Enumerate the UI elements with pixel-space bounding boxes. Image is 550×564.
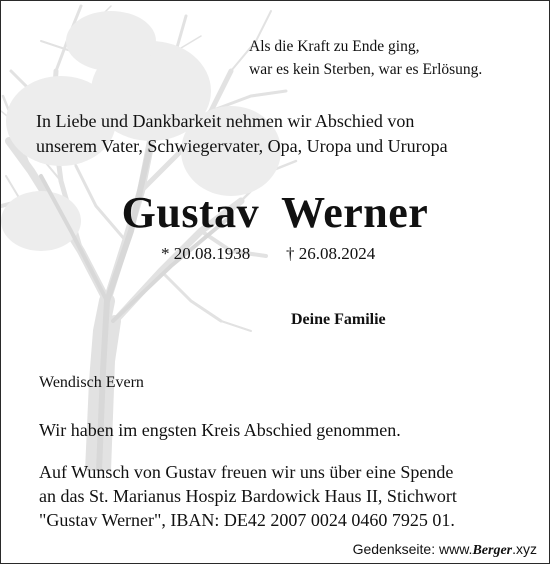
first-name: Gustav <box>121 188 260 237</box>
footer-label: Gedenkseite: www. <box>352 541 473 557</box>
birth-date: * 20.08.1938 <box>161 244 251 263</box>
place-name: Wendisch Evern <box>39 374 144 391</box>
last-name: Werner <box>281 188 429 237</box>
donation-line-2: an das St. Marianus Hospiz Bardowick Haus II, Stichwort <box>39 486 457 506</box>
donation-line-1: Auf Wunsch von Gustav freuen wir uns über eine Spende <box>39 462 454 482</box>
intro-line-2: unserem Vater, Schwiegervater, Opa, Uropa und Ururopa <box>36 136 448 156</box>
deceased-name <box>1 187 549 238</box>
motto-line-2: war es kein Sterben, war es Erlösung. <box>249 61 483 78</box>
death-date: † 26.08.2024 <box>286 244 376 263</box>
intro-line-1: In Liebe und Dankbarkeit nehmen wir Abschied von <box>36 111 415 131</box>
brand-logo: Berger <box>472 543 513 558</box>
farewell-note: Wir haben im engsten Kreis Abschied genommen. <box>39 420 401 440</box>
motto-line-1: Als die Kraft zu Ende ging, <box>249 38 420 55</box>
family-signature: Deine Familie <box>291 311 386 328</box>
footer-suffix: .xyz <box>512 541 537 557</box>
memorial-page-link[interactable] <box>353 541 537 559</box>
donation-line-3: "Gustav Werner", IBAN: DE42 2007 0024 0460 7925 01. <box>39 510 455 530</box>
